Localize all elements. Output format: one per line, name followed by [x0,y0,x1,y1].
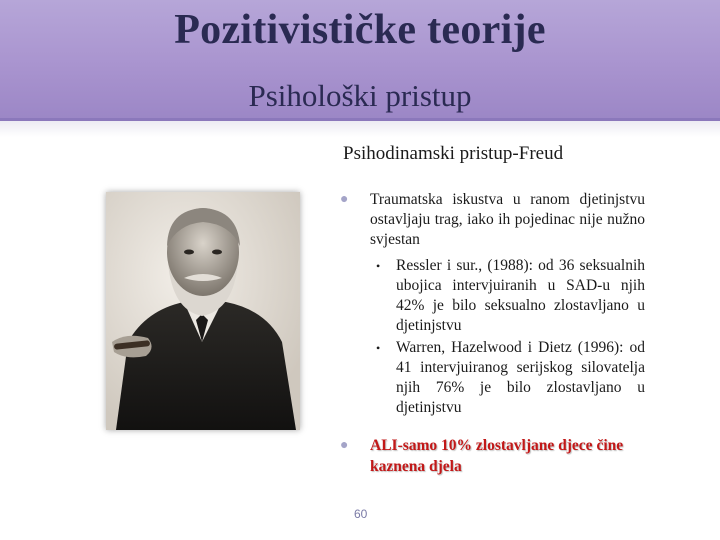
header-divider [0,121,720,137]
sub-bullet-item [370,338,645,418]
page-number: 60 [354,507,368,521]
sub-bullet-dot-icon: • [376,259,381,273]
slide-subtitle: Psihološki pristup [248,78,472,113]
bullet-list [340,190,645,418]
bullet-text: Traumatska iskustva u ranom djetinjstvu ostavljaju trag, iako ih pojedinac nije nužno svjestan [370,191,645,248]
sub-bullet-dot-icon: • [376,341,381,355]
bullet-item [340,190,645,250]
sub-bullet-list [340,256,645,418]
portrait-photo [106,192,300,430]
bullet-dot-icon: ● [340,438,349,453]
slide-title: Pozitivističke teorije [174,7,546,53]
sub-bullet-item [370,256,645,336]
sub-bullet-text: Ressler i sur., (1988): od 36 seksualnih ubojica intervjuiranih u SAD-u njih 42% je bilo seksualno zlostavljano u djetinjstvu [396,257,645,334]
alert-bullet [340,435,645,477]
portrait-illustration [106,192,300,430]
sub-bullet-text: Warren, Hazelwood i Dietz (1996): od 41 intervjuiranog serijskog silovatelja njih 76% je bilo zlostavljano u djetinjstvu [396,339,645,416]
alert-text: ALI-samo 10% zlostavljane djece čine kaznena djela [370,437,624,475]
bullet-dot-icon: ● [340,192,349,207]
section-heading: Psihodinamski pristup-Freud [343,143,564,164]
